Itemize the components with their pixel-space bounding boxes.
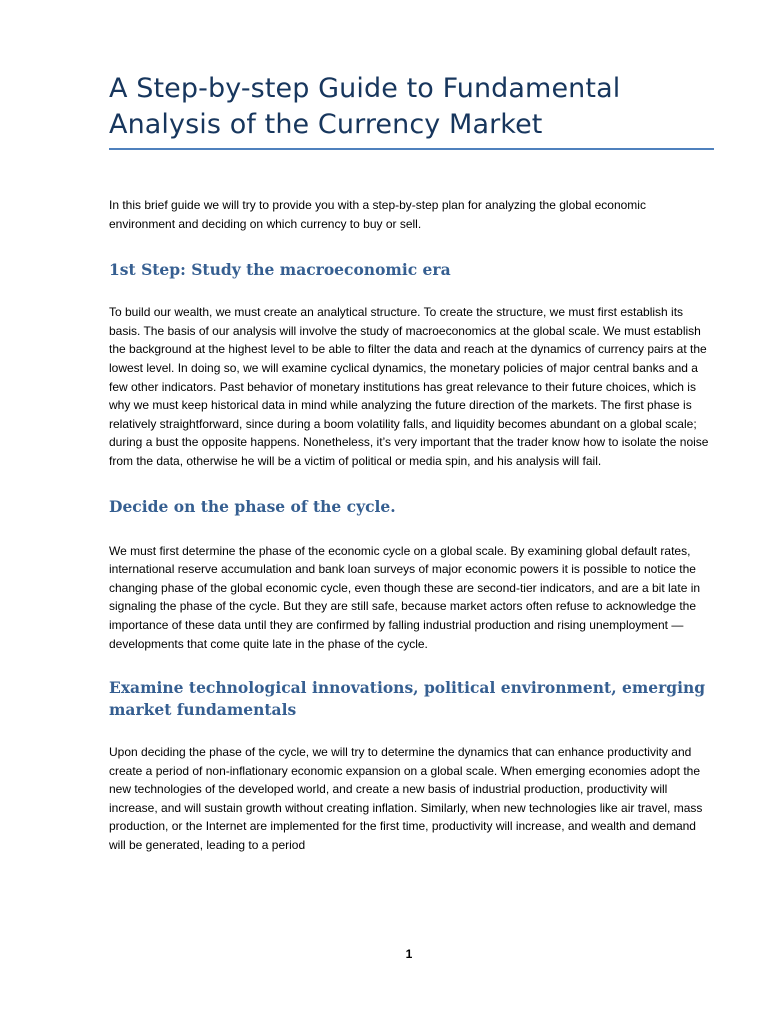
intro-paragraph: In this brief guide we will try to provide you with a step-by-step plan for analyzing the global economic environment and deciding on which currency to buy or sell. — [109, 198, 646, 231]
page-number: 1 — [405, 947, 413, 961]
section-heading-phase-of-cycle: Decide on the phase of the cycle. — [109, 496, 396, 516]
document-title: A Step-by-step Guide to Fundamental Analysis of the Currency Market — [109, 73, 621, 140]
section-body-macroeconomic-era: To build our wealth, we must create an analytical structure. To create the structure, we must first establish its basis. The basis of our analysis will involve the study of macroeconomics at the global scale. We must establish the background at the highest level to be able to filter the data and reach at the dynamics of currency pairs at the lowest level. In doing so, we will examine cyclical dynamics, the monetary policies of major central banks and a few other indicators. Past behavior of monetary institutions has great relevance to their future choices, which is why we must keep historical data in mind while analyzing the future direction of the markets. The first phase is relatively straightforward, since during a boom volatility falls, and liquidity becomes abundant on a global scale; during a bust the opposite happens. Nonetheless, it’s very important that the trader know how to isolate the noise from the data, otherwise he will be a victim of political or media spin, and his analysis will fail. — [109, 305, 709, 468]
section-heading-technological-innovations: Examine technological innovations, political environment, emerging market fundamentals — [109, 678, 706, 720]
title-underline — [109, 148, 714, 150]
section-body-phase-of-cycle: We must first determine the phase of the economic cycle on a global scale. By examining global default rates, international reserve accumulation and bank loan surveys of major economic powers it is possible to notice the changing phase of the global economic cycle, even though these are second-tier indicators, and are a bit late in signaling the phase of the cycle. But they are still safe, because market actors often refuse to acknowledge the importance of these data until they are confirmed by falling industrial production and rising unemployment — developments that come quite late in the phase of the cycle. — [109, 543, 701, 651]
section-body-technological-innovations: Upon deciding the phase of the cycle, we will try to determine the dynamics that can enhance productivity and create a period of non-inflationary economic expansion on a global scale. When emerging economies adopt the new technologies of the developed world, and create a new basis of industrial production, productivity will increase, and will sustain growth without creating inflation. Similarly, when new technologies like air travel, mass production, or the Internet are implemented for the first time, productivity will increase, and wealth and demand will be generated, leading to a period — [109, 745, 703, 853]
section-heading-macroeconomic-era: 1st Step: Study the macroeconomic era — [109, 260, 451, 280]
